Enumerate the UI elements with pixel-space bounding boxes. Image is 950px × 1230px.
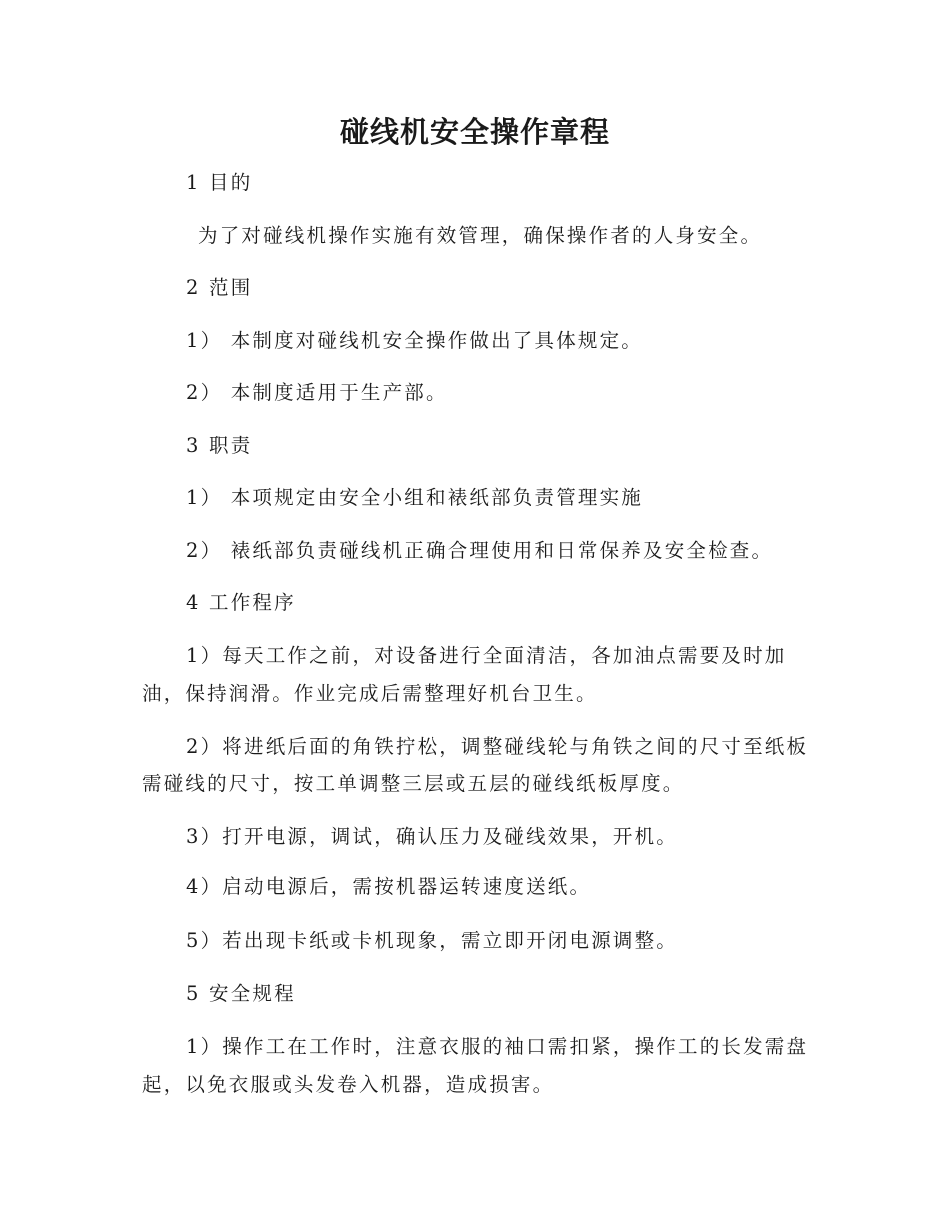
- section-heading-safety: 5 安全规程: [186, 982, 296, 1005]
- list-item-procedure-1-line2: 油，保持润滑。作业完成后需整理好机台卫生。: [142, 682, 598, 705]
- list-item-procedure-2-line2: 需碰线的尺寸，按工单调整三层或五层的碰线纸板厚度。: [142, 772, 685, 795]
- section-heading-purpose: 1 目的: [186, 171, 253, 194]
- section-heading-procedure: 4 工作程序: [186, 591, 296, 614]
- list-item-procedure-1-line1: 1）每天工作之前，对设备进行全面清洁，各加油点需要及时加: [186, 644, 787, 667]
- paragraph-purpose: 为了对碰线机操作实施有效管理，确保操作者的人身安全。: [198, 224, 763, 247]
- list-item-procedure-5: 5）若出现卡纸或卡机现象，需立即开闭电源调整。: [186, 929, 679, 952]
- document-title: 碰线机安全操作章程: [339, 115, 610, 149]
- list-item-scope-2: 2） 本制度适用于生产部。: [186, 381, 448, 404]
- section-heading-scope: 2 范围: [186, 276, 253, 299]
- section-heading-duties: 3 职责: [186, 434, 253, 457]
- list-item-procedure-3: 3）打开电源，调试，确认压力及碰线效果，开机。: [186, 825, 679, 848]
- list-item-scope-1: 1） 本制度对碰线机安全操作做出了具体规定。: [186, 329, 644, 352]
- list-item-duties-2: 2） 裱纸部负责碰线机正确合理使用和日常保养及安全检查。: [186, 539, 774, 562]
- list-item-procedure-2-line1: 2）将进纸后面的角铁拧松，调整碰线轮与角铁之间的尺寸至纸板: [186, 735, 809, 758]
- list-item-duties-1: 1） 本项规定由安全小组和裱纸部负责管理实施: [186, 486, 644, 509]
- list-item-safety-1-line1: 1）操作工在工作时，注意衣服的袖口需扣紧，操作工的长发需盘: [186, 1035, 809, 1058]
- list-item-safety-1-line2: 起，以免衣服或头发卷入机器，造成损害。: [142, 1073, 555, 1096]
- list-item-procedure-4: 4）启动电源后，需按机器运转速度送纸。: [186, 875, 592, 898]
